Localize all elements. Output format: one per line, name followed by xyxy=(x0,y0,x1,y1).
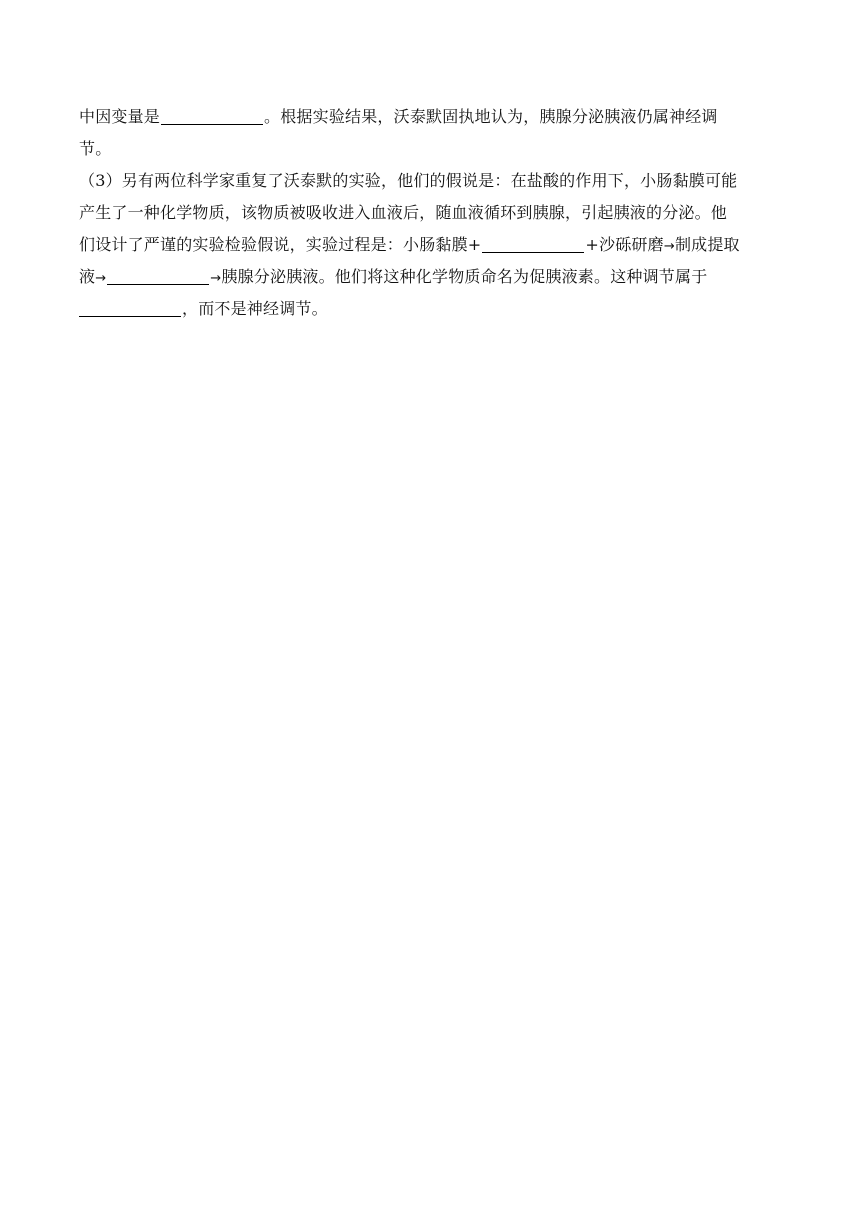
text-segment: 制成提取 xyxy=(674,235,740,254)
answer-blank-4[interactable] xyxy=(79,298,181,317)
text-segment: 节。 xyxy=(79,139,112,158)
text-line-4 xyxy=(79,197,779,229)
text-line-7 xyxy=(79,293,779,325)
text-segment: 胰腺分泌胰液。他们将这种化学物质命名为促胰液素。这种调节属于 xyxy=(221,267,708,286)
right-arrow-icon: → xyxy=(210,271,222,286)
text-line-6 xyxy=(79,261,779,293)
text-line-1 xyxy=(79,101,779,133)
text-segment: （3）另有两位科学家重复了沃泰默的实验，他们的假说是：在盐酸的作用下，小肠黏膜可能 xyxy=(79,171,738,190)
answer-blank-3[interactable] xyxy=(107,266,209,285)
text-segment: 中因变量是 xyxy=(79,107,161,126)
right-arrow-icon: → xyxy=(663,239,675,254)
text-line-2 xyxy=(79,133,779,165)
right-arrow-icon: → xyxy=(95,271,107,286)
text-segment: 。根据实验结果，沃泰默固执地认为，胰腺分泌胰液仍属神经调 xyxy=(264,107,718,126)
text-segment: +沙砾研磨 xyxy=(585,235,664,254)
text-segment: 们设计了严谨的实验检验假说，实验过程是：小肠黏膜+ xyxy=(79,235,482,254)
question-text xyxy=(79,101,779,325)
answer-blank-1[interactable] xyxy=(161,106,263,125)
text-line-3 xyxy=(79,165,779,197)
text-segment: ，而不是神经调节。 xyxy=(182,299,328,318)
text-segment: 产生了一种化学物质，该物质被吸收进入血液后，随血液循环到胰腺，引起胰液的分泌。他 xyxy=(79,203,728,222)
answer-blank-2[interactable] xyxy=(482,234,584,253)
text-line-5 xyxy=(79,229,779,261)
text-segment: 液 xyxy=(79,267,96,286)
